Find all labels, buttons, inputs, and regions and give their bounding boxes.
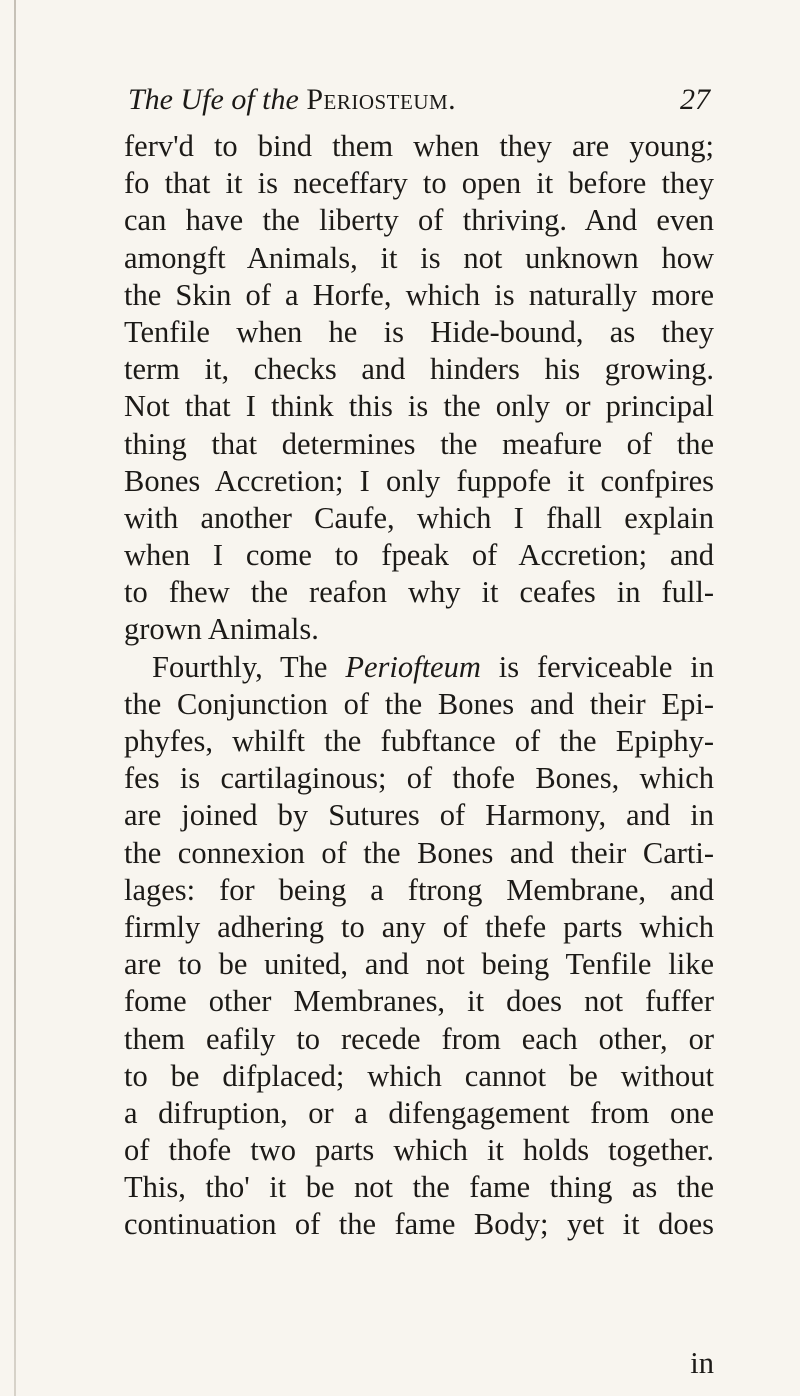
text-fragment: is ferviceable in — [498, 649, 714, 684]
text-line: ferv'd to bind them when they are young; — [124, 129, 714, 163]
text-line: the connexion of the Bones and their Carti- — [124, 835, 714, 870]
text-line: the Conjunction of the Bones and their Epi- — [124, 686, 714, 721]
text-line: lages: for being a ftrong Membrane, and — [124, 872, 714, 907]
text-line: a difruption, or a difengagement from one — [124, 1095, 714, 1130]
text-line: grown Animals. — [124, 612, 319, 647]
text-line: Not that I think this is the only or principal — [124, 389, 714, 424]
text-line: phyfes, whilft the fubftance of the Epiphy- — [124, 724, 714, 758]
text-line: fes is cartilaginous; of thofe Bones, which — [124, 761, 714, 796]
text-line: are joined by Sutures of Harmony, and in — [124, 798, 714, 833]
paragraph-start-line — [124, 649, 714, 686]
running-header — [128, 76, 710, 124]
body-text — [124, 128, 714, 1244]
page-number: 27 — [680, 83, 710, 116]
catchword: in — [690, 1346, 714, 1380]
text-line: can have the liberty of thriving. And even — [124, 203, 714, 238]
text-line: continuation of the fame Body; yet it does — [124, 1207, 714, 1242]
running-title-italic: The Ufe of the — [128, 83, 299, 116]
page-gutter-edge — [14, 0, 16, 1396]
text-line: the Skin of a Horfe, which is naturally more — [124, 277, 714, 312]
text-line: are to be united, and not being Tenfile like — [124, 947, 714, 982]
text-line: of thofe two parts which it holds together. — [124, 1133, 714, 1168]
text-line: Bones Accretion; I only fuppofe it confpires — [124, 463, 714, 498]
text-line: Tenfile when he is Hide-bound, as they — [124, 314, 714, 349]
text-line: This, tho' it be not the fame thing as the — [124, 1170, 714, 1205]
text-fragment: Fourthly, The — [152, 649, 328, 684]
running-title-smallcaps: Periosteum. — [306, 83, 457, 116]
text-line: firmly adhering to any of thefe parts which — [124, 909, 714, 944]
text-line: with another Caufe, which I fhall explain — [124, 500, 714, 535]
text-line: to fhew the reafon why it ceafes in full- — [124, 575, 714, 610]
running-title — [128, 76, 456, 124]
italic-term: Periofteum — [345, 649, 481, 684]
text-line: term it, checks and hinders his growing. — [124, 352, 714, 387]
text-line: them eafily to recede from each other, or — [124, 1021, 714, 1056]
text-line: to be difplaced; which cannot be without — [124, 1058, 714, 1093]
text-line: thing that determines the meafure of the — [124, 426, 714, 461]
text-line: when I come to fpeak of Accretion; and — [124, 538, 714, 573]
text-line: fo that it is neceffary to open it before they — [124, 166, 714, 201]
text-line: amongft Animals, it is not unknown how — [124, 240, 714, 275]
text-line: fome other Membranes, it does not fuffer — [124, 984, 714, 1019]
